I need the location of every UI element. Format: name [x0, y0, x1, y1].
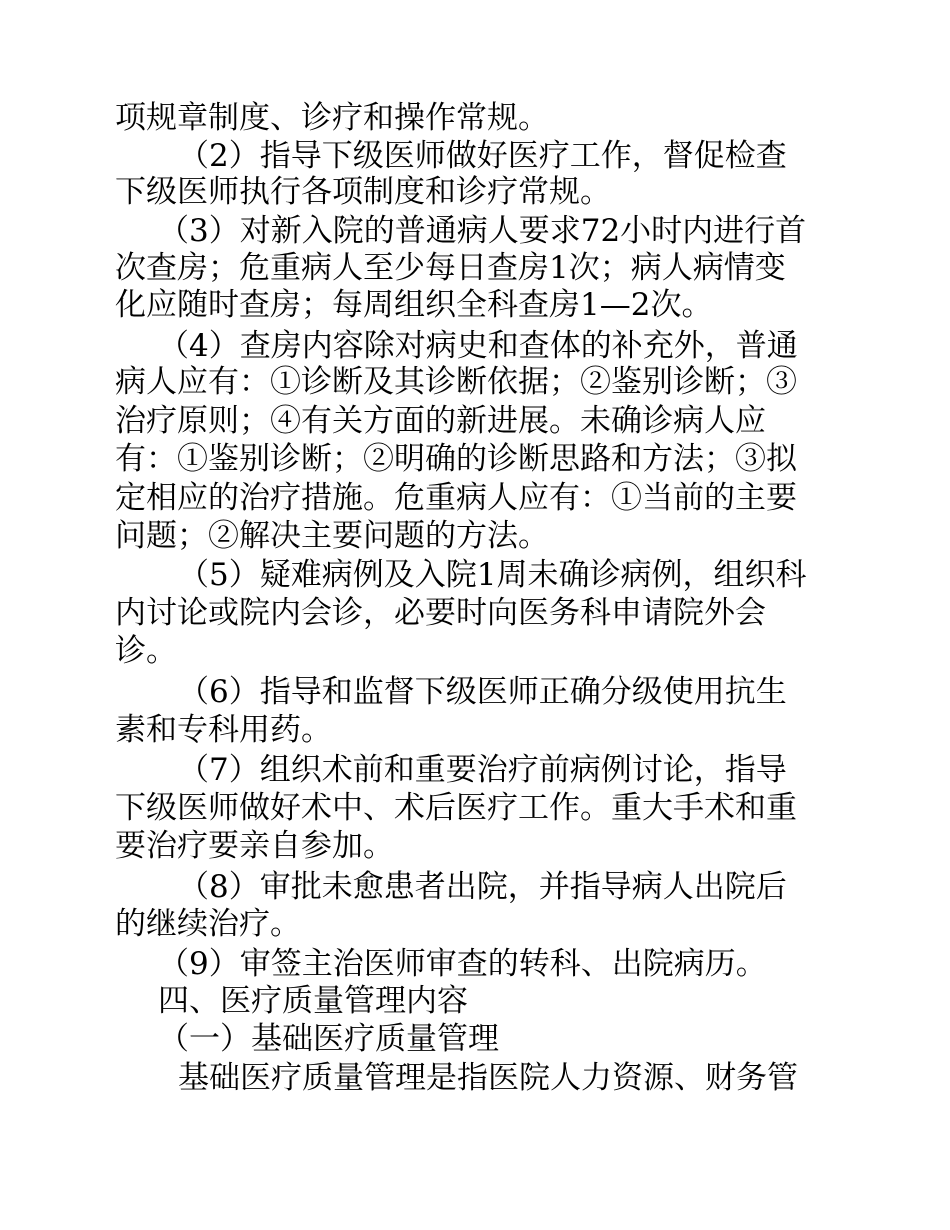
text-line-22: 的继续治疗。	[115, 906, 301, 942]
text-line-1: 项规章制度、诊疗和操作常规。	[115, 100, 549, 136]
text-line-8: 病人应有：①诊断及其诊断依据；②鉴别诊断；③	[115, 364, 797, 400]
text-line-2: （2）指导下级医师做好医疗工作，督促检查	[178, 138, 787, 174]
text-line-17: 素和专科用药。	[115, 712, 332, 748]
text-line-26: 基础医疗质量管理是指医院人力资源、财务管	[178, 1060, 798, 1096]
text-line-13: （5）疑难病例及入院1周未确诊病例，组织科	[178, 557, 807, 593]
text-line-5: 次查房；危重病人至少每日查房1次；病人病情变	[115, 250, 786, 286]
text-line-21: （8）审批未愈患者出院，并指导病人出院后	[178, 869, 787, 905]
text-line-23: （9）审签主治医师审查的转科、出院病历。	[158, 946, 767, 982]
text-line-12: 问题；②解决主要问题的方法。	[115, 518, 549, 554]
text-line-19: 下级医师做好术中、术后医疗工作。重大手术和重	[115, 790, 797, 826]
subsection-heading: （一）基础医疗质量管理	[158, 1021, 499, 1057]
text-line-20: 要治疗要亲自参加。	[115, 828, 394, 864]
text-line-16: （6）指导和监督下级医师正确分级使用抗生	[178, 674, 787, 710]
text-line-3: 下级医师执行各项制度和诊疗常规。	[115, 174, 611, 210]
text-line-4: （3）对新入院的普通病人要求72小时内进行首	[158, 213, 807, 249]
text-line-11: 定相应的治疗措施。危重病人应有：①当前的主要	[115, 480, 797, 516]
text-line-7: （4）查房内容除对病史和查体的补充外，普通	[158, 328, 798, 364]
text-line-18: （7）组织术前和重要治疗前病例讨论，指导	[178, 752, 787, 788]
text-line-15: 诊。	[115, 633, 177, 669]
text-line-9: 治疗原则；④有关方面的新进展。未确诊病人应	[115, 403, 766, 439]
section-heading: 四、医疗质量管理内容	[158, 983, 468, 1019]
text-line-10: 有：①鉴别诊断；②明确的诊断思路和方法；③拟	[115, 441, 797, 477]
text-line-14: 内讨论或院内会诊，必要时向医务科申请院外会	[115, 595, 766, 631]
text-line-6: 化应随时查房；每周组织全科查房1—2次。	[115, 287, 713, 323]
